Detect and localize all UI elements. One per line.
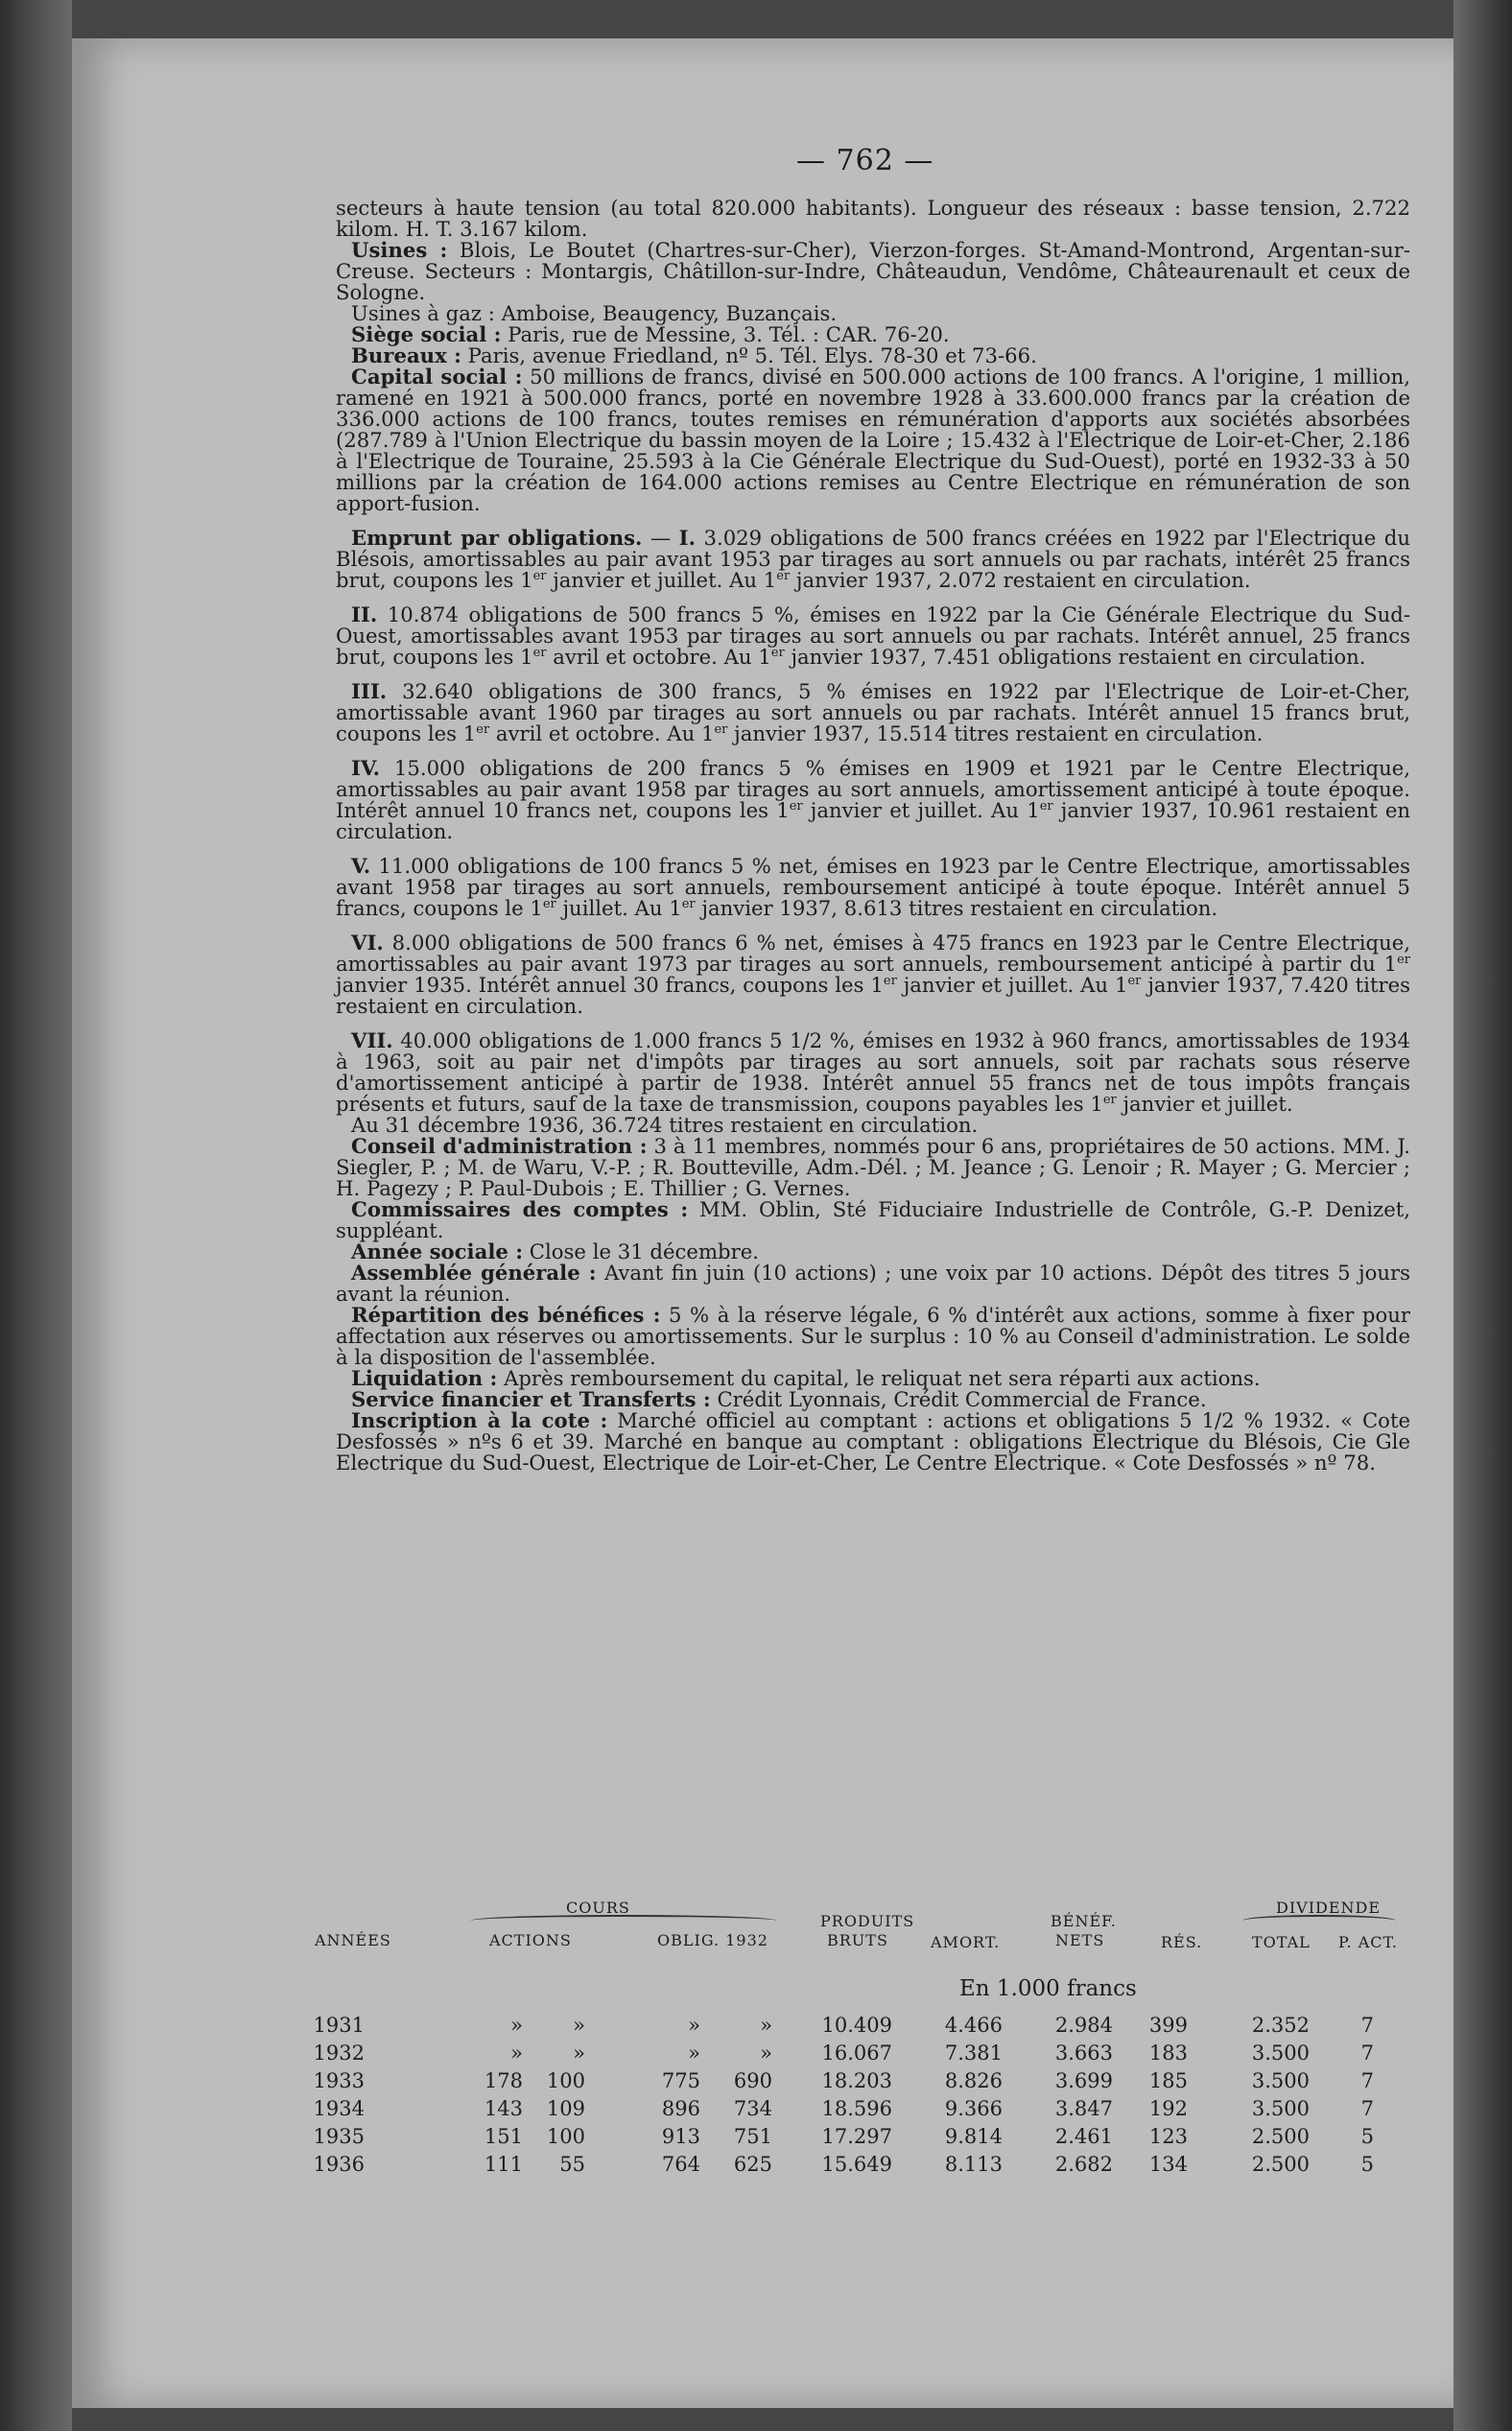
superscript: er	[1102, 1092, 1117, 1107]
table-cell: 109	[546, 2097, 585, 2120]
col-oblig: OBLIG. 1932	[657, 1931, 768, 1949]
superscript: er	[1127, 973, 1142, 988]
cours-brace	[470, 1915, 777, 1926]
table-cell: 123	[1148, 2125, 1188, 2148]
paragraph	[336, 345, 1410, 366]
paragraph	[336, 324, 1410, 345]
superscript: er	[542, 896, 556, 911]
col-benef-1: BÉNÉF.	[1051, 1912, 1117, 1930]
table-cell: 3.500	[1251, 2097, 1310, 2120]
text-run: 3.029 obligations de 500 francs créées en 1922 par l'Electrique du Blésois, amortissables au pair avant 1953 par tirages au sort annuels ou par rachats, intérêt 25 francs brut, coupons les 1	[336, 526, 1410, 592]
paragraph	[336, 303, 1410, 324]
text-run: 10.874 obligations de 500 francs 5 %, émises en 1922 par la Cie Générale Electrique du Sud-Ouest, amortissables avant 1953 par tirages au sort annuels ou par rachats. Intérêt annuel, 25 francs brut, coupons les 1	[336, 602, 1410, 669]
superscript: er	[532, 568, 547, 583]
table-cell: 111	[484, 2153, 523, 2176]
table-cell: 896	[661, 2097, 700, 2120]
book-binding	[0, 0, 72, 2431]
table-row	[307, 2015, 1410, 2042]
superscript: er	[1039, 798, 1053, 814]
col-benef-2: NETS	[1055, 1931, 1105, 1949]
page-number: — 762 —	[796, 144, 934, 177]
text-run: avril et octobre. Au 1	[546, 645, 771, 669]
table-cell: 625	[733, 2153, 772, 2176]
table-cell: 5	[1360, 2125, 1374, 2148]
table-cell: »	[688, 2042, 700, 2065]
table-cell: 764	[661, 2153, 700, 2176]
superscript: er	[776, 568, 791, 583]
text-run: juillet. Au 1	[555, 896, 682, 920]
bold-label: Commissaires des comptes :	[351, 1197, 689, 1221]
group-cours: COURS	[566, 1899, 630, 1917]
bold-label: II.	[351, 602, 378, 626]
text-run: janvier 1937, 8.613 titres restaient en circulation.	[695, 896, 1218, 920]
text-run: —	[642, 526, 679, 550]
text-run: janvier 1937, 7.420 titres restaient en circulation.	[336, 973, 1411, 1018]
table-cell: »	[510, 2042, 523, 2065]
table-cell: 751	[733, 2125, 772, 2148]
paragraph	[336, 681, 1410, 744]
superscript: er	[789, 798, 803, 814]
table-row	[307, 2126, 1410, 2153]
text-run: janvier 1937, 7.451 obligations restaient en circulation.	[784, 645, 1366, 669]
table-cell: 7.381	[944, 2042, 1003, 2065]
table-row	[307, 2098, 1410, 2125]
col-annees: ANNÉES	[315, 1931, 391, 1949]
text-run: Paris, avenue Friedland, nº 5. Tél. Elys. 78-30 et 73-66.	[461, 343, 1037, 367]
paragraph	[336, 1136, 1410, 1199]
paragraph	[336, 240, 1410, 303]
table-cell: »	[510, 2014, 523, 2037]
paragraph	[336, 758, 1410, 842]
text-run: avril et octobre. Au 1	[489, 721, 715, 745]
col-produits-1: PRODUITS	[820, 1912, 915, 1930]
table-cell: 7	[1360, 2069, 1374, 2092]
text-run: janvier 1937, 15.514 titres restaient en circulation.	[727, 721, 1264, 745]
table-cell: 100	[546, 2125, 585, 2148]
table-cell: »	[573, 2042, 585, 2065]
text-run: Crédit Lyonnais, Crédit Commercial de France.	[710, 1387, 1207, 1411]
bold-label: Usines :	[351, 238, 448, 262]
body-text	[336, 198, 1410, 1474]
text-run: 50 millions de francs, divisé en 500.000 actions de 100 francs. A l'origine, 1 million, ramené en 1921 à 500.000 francs, porté en novembre 1928 à 33.600.000 francs par la création de 336.000 actions de 100 francs, toutes remises en rémunération d'apports aux sociétés absorbées (287.789 à l'Union Electrique du bassin moyen de la Loire ; 15.432 à l'Electrique de Loir-et-Cher, 2.186 à l'Electrique de Touraine, 25.593 à la Cie Générale Electrique du Sud-Ouest), porté en 1932-33 à 50 millions par la création de 164.000 actions remises au Centre Electrique en rémunération de son apport-fusion.	[336, 365, 1410, 515]
table-cell: 1933	[313, 2069, 365, 2092]
table-cell: 3.500	[1251, 2069, 1310, 2092]
table-unit: En 1.000 francs	[959, 1976, 1137, 2001]
table-cell: 1932	[313, 2042, 365, 2065]
table-cell: 16.067	[821, 2042, 892, 2065]
superscript: er	[770, 645, 785, 660]
text-run: janvier et juillet. Au 1	[546, 568, 777, 592]
text-run: janvier 1937, 10.961 restaient en circulation.	[336, 798, 1411, 843]
table-cell: »	[760, 2042, 772, 2065]
table-cell: 100	[546, 2069, 585, 2092]
col-total: TOTAL	[1252, 1933, 1311, 1951]
paragraph	[336, 1115, 1410, 1136]
superscript: er	[883, 973, 897, 988]
col-actions: ACTIONS	[489, 1931, 572, 1949]
paragraph	[336, 366, 1410, 514]
table-cell: 5	[1360, 2153, 1374, 2176]
table-cell: 399	[1148, 2014, 1188, 2037]
table-cell: »	[573, 2014, 585, 2037]
table-cell: 913	[661, 2125, 700, 2148]
bold-label: Capital social :	[351, 365, 523, 389]
table-cell: 151	[484, 2125, 523, 2148]
text-run: secteurs à haute tension (au total 820.000 habitants). Longueur des réseaux : basse tension, 2.722 kilom. H. T. 3.167 kilom.	[336, 196, 1410, 241]
paragraph	[336, 1030, 1410, 1115]
text-run: 5 % à la réserve légale, 6 % d'intérêt aux actions, somme à fixer pour affectation aux réserves ou amortissements. Sur le surplus : 10 % au Conseil d'administration. Le solde à la disposition de l'assemblée.	[336, 1303, 1410, 1369]
table-cell: 7	[1360, 2014, 1374, 2037]
table-cell: 3.847	[1054, 2097, 1113, 2120]
table-cell: 1936	[313, 2153, 365, 2176]
table-row	[307, 2154, 1410, 2181]
table-cell: 134	[1148, 2153, 1188, 2176]
table-cell: 690	[733, 2069, 772, 2092]
table-cell: »	[688, 2014, 700, 2037]
col-amort: AMORT.	[931, 1933, 1001, 1951]
paragraph	[336, 198, 1410, 240]
paragraph	[336, 1199, 1410, 1241]
text-run: MM. Oblin, Sté Fiduciaire Industrielle de Contrôle, G.-P. Denizet, suppléant.	[336, 1197, 1410, 1242]
bold-label: I.	[678, 526, 696, 550]
table-cell: 192	[1148, 2097, 1188, 2120]
col-res: RÉS.	[1161, 1933, 1203, 1951]
table-cell: 183	[1148, 2042, 1188, 2065]
table-cell: 55	[559, 2153, 585, 2176]
paragraph	[336, 932, 1410, 1017]
bold-label: Bureaux :	[351, 343, 461, 367]
text-run: janvier et juillet. Au 1	[896, 973, 1128, 997]
table-cell: 18.203	[821, 2069, 892, 2092]
table-cell: 2.461	[1054, 2125, 1113, 2148]
dividende-brace	[1242, 1915, 1396, 1926]
table-cell: 734	[733, 2097, 772, 2120]
text-run: 32.640 obligations de 300 francs, 5 % émises en 1922 par l'Electrique de Loir-et-Cher, amortissable avant 1960 par tirages au sort annuels ou par rachats. Intérêt annuel 15 francs brut, coupons les 1	[336, 679, 1410, 745]
bold-label: Conseil d'administration :	[351, 1134, 648, 1158]
table-cell: 7	[1360, 2042, 1374, 2065]
paragraph	[336, 1389, 1410, 1410]
bold-label: III.	[351, 679, 388, 703]
bold-label: V.	[351, 854, 371, 878]
table-cell: 775	[661, 2069, 700, 2092]
text-run: Close le 31 décembre.	[523, 1239, 759, 1263]
superscript: er	[476, 721, 490, 737]
paragraph	[336, 528, 1410, 591]
group-dividende: DIVIDENDE	[1276, 1899, 1382, 1917]
table-cell: 2.984	[1054, 2014, 1113, 2037]
text-run: Blois, Le Boutet (Chartres-sur-Cher), Vierzon-forges. St-Amand-Montrond, Argentan-sur-Creuse. Secteurs : Montargis, Châtillon-sur-Indre, Châteaudun, Vendôme, Châteaurenault et ceux de Sologne.	[336, 238, 1411, 304]
table-cell: »	[760, 2014, 772, 2037]
table-row	[307, 2042, 1410, 2069]
paragraph	[336, 856, 1410, 919]
table-cell: 2.500	[1251, 2125, 1310, 2148]
text-run: Au 31 décembre 1936, 36.724 titres restaient en circulation.	[351, 1113, 979, 1137]
table-cell: 3.663	[1054, 2042, 1113, 2065]
table-cell: 3.699	[1054, 2069, 1113, 2092]
paragraph	[336, 1368, 1410, 1389]
table-cell: 10.409	[821, 2014, 892, 2037]
superscript: er	[1397, 952, 1410, 967]
table-cell: 9.366	[944, 2097, 1003, 2120]
table-cell: 7	[1360, 2097, 1374, 2120]
text-run: janvier et juillet. Au 1	[802, 798, 1040, 822]
bold-label: IV.	[351, 756, 381, 780]
bold-label: Service financier et Transferts :	[351, 1387, 711, 1411]
table-cell: 2.500	[1251, 2153, 1310, 2176]
text-run: Marché officiel au comptant : actions et obligations 5 1/2 % 1932. « Cote Desfossés » nºs 6 et 39. Marché en banque au comptant : obligations Electrique du Blésois, Cie Gle Electrique du Sud-Ouest, Electrique de Loir-et-Cher, Le Centre Electrique. « Cote Desfossés » nº 78.	[336, 1408, 1410, 1475]
superscript: er	[681, 896, 696, 911]
page-edge	[1453, 0, 1512, 2431]
superscript: er	[532, 645, 547, 660]
table-row	[307, 2070, 1410, 2097]
text-run: janvier 1937, 2.072 restaient en circulation.	[790, 568, 1251, 592]
table-cell: 1931	[313, 2014, 365, 2037]
text-run: janvier et juillet.	[1116, 1092, 1293, 1116]
table-cell: 185	[1148, 2069, 1188, 2092]
text-run: 40.000 obligations de 1.000 francs 5 1/2 %, émises en 1932 à 960 francs, amortissables de 1934 à 1963, soit au pair net d'impôts par tirages au sort annuels, soit par rachats sous réserve d'amortissement anticipé à partir de 1938. Intérêt annuel 55 francs net de tous impôts français présents et futurs, sauf de la taxe de transmission, coupons payables les 1	[336, 1028, 1410, 1116]
superscript: er	[714, 721, 728, 737]
table-cell: 17.297	[821, 2125, 892, 2148]
paragraph	[336, 1241, 1410, 1263]
text-run: janvier 1935. Intérêt annuel 30 francs, coupons les 1	[336, 973, 884, 997]
bold-label: VII.	[351, 1028, 393, 1052]
text-run: Usines à gaz : Amboise, Beaugency, Buzançais.	[351, 301, 838, 325]
bold-label: Répartition des bénéfices :	[351, 1303, 661, 1327]
table-cell: 1935	[313, 2125, 365, 2148]
bold-label: Emprunt par obligations.	[351, 526, 643, 550]
paragraph	[336, 604, 1410, 668]
table-cell: 15.649	[821, 2153, 892, 2176]
col-produits-2: BRUTS	[827, 1931, 888, 1949]
text-run: Paris, rue de Messine, 3. Tél. : CAR. 76-20.	[501, 322, 950, 346]
table-cell: 1934	[313, 2097, 365, 2120]
table-cell: 3.500	[1251, 2042, 1310, 2065]
table-cell: 4.466	[944, 2014, 1003, 2037]
bold-label: Siège social :	[351, 322, 502, 346]
table-cell: 178	[484, 2069, 523, 2092]
text-run: 3 à 11 membres, nommés pour 6 ans, propriétaires de 50 actions. MM. J. Siegler, P. ; M. de Waru, V.-P. ; R. Boutteville, Adm.-Dél. ; M. Jeance ; G. Lenoir ; R. Mayer ; G. Mercier ; H. Pagezy ; P. Paul-Dubois ; E. Thillier ; G. Vernes.	[336, 1134, 1410, 1200]
text-run: 15.000 obligations de 200 francs 5 % émises en 1909 et 1921 par le Centre Electrique, amortissables au pair avant 1958 par tirages au sort annuels, amortissement anticipé à toute époque. Intérêt annuel 10 francs net, coupons les 1	[336, 756, 1410, 822]
text-run: Après remboursement du capital, le reliquat net sera réparti aux actions.	[497, 1366, 1261, 1390]
paragraph	[336, 1410, 1410, 1474]
bold-label: Liquidation :	[351, 1366, 498, 1390]
table-cell: 18.596	[821, 2097, 892, 2120]
paragraph	[336, 1263, 1410, 1305]
text-run: Avant fin juin (10 actions) ; une voix par 10 actions. Dépôt des titres 5 jours avant la réunion.	[336, 1261, 1410, 1306]
table-cell: 8.826	[944, 2069, 1003, 2092]
bold-label: Année sociale :	[351, 1239, 524, 1263]
text-run: 11.000 obligations de 100 francs 5 % net, émises en 1923 par le Centre Electrique, amortissables avant 1958 par tirages au sort annuels, remboursement anticipé à toute époque. Intérêt annuel 5 francs, coupons le 1	[336, 854, 1410, 920]
paragraph	[336, 1305, 1410, 1368]
table-cell: 9.814	[944, 2125, 1003, 2148]
table-cell: 143	[484, 2097, 523, 2120]
col-pact: P. ACT.	[1338, 1933, 1398, 1951]
bold-label: Inscription à la cote :	[351, 1408, 608, 1432]
table-cell: 2.352	[1251, 2014, 1310, 2037]
text-run: 8.000 obligations de 500 francs 6 % net, émises à 475 francs en 1923 par le Centre Electrique, amortissables au pair avant 1973 par tirages au sort annuels, remboursement anticipé à partir du 1	[336, 931, 1410, 976]
bold-label: VI.	[351, 931, 384, 955]
table-cell: 8.113	[944, 2153, 1003, 2176]
bold-label: Assemblée générale :	[351, 1261, 597, 1285]
table-cell: 2.682	[1054, 2153, 1113, 2176]
